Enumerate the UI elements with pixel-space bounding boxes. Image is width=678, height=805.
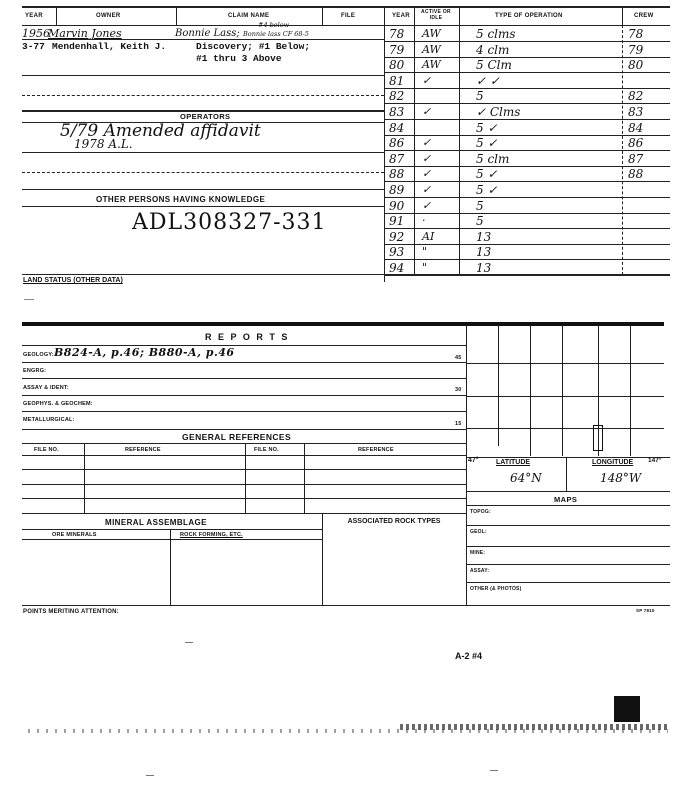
row-rule (22, 513, 466, 514)
activity-operation: 5 (476, 214, 484, 229)
activity-operation: ✓ Clms (476, 105, 521, 119)
maps-assay: ASSAY: (470, 568, 490, 574)
header-active-idle: ACTIVE OR IDLE (421, 9, 451, 21)
activity-crew: 87 (628, 151, 644, 166)
maps-geol: GEOL: (470, 529, 487, 535)
activity-year: 86 (389, 136, 405, 151)
scan-noise (490, 770, 498, 771)
col-sep (322, 6, 323, 25)
reports-right-border (466, 325, 467, 605)
operators-line-2: 1978 A.L. (74, 137, 133, 151)
header-year-2: YEAR (392, 13, 410, 19)
activity-year: 83 (389, 105, 405, 119)
col-sep (622, 6, 623, 25)
owner-row-1-claim-note2: Bonnie lass CF 68-5 (243, 30, 309, 38)
col-sep (304, 443, 305, 513)
row-rule (22, 411, 466, 412)
activity-operation: 5 ✓ (476, 167, 498, 182)
latitude-label: LATITUDE (496, 459, 531, 466)
grid-v (530, 326, 531, 456)
owner-row-1-claim: Bonnie Lass; (175, 28, 240, 39)
header-claim-name: CLAIM NAME (228, 13, 270, 19)
col-file-no-2: FILE NO. (254, 447, 279, 453)
operators-title: OPERATORS (180, 112, 231, 121)
col-sep (84, 443, 85, 513)
registration-mark (614, 696, 640, 722)
row-rule (22, 362, 466, 363)
activity-col-sep (414, 6, 415, 276)
activity-crew: 88 (628, 167, 644, 182)
associated-rock-types: ASSOCIATED ROCK TYPES (347, 518, 441, 525)
reports-title: R E P O R T S (205, 332, 290, 342)
activity-status: AW (422, 58, 441, 72)
activity-status: AI (422, 229, 435, 243)
points-meriting-attention: POINTS MERITING ATTENTION: (23, 609, 119, 615)
row-rule (466, 525, 670, 526)
assay-ident-label: ASSAY & IDENT: (23, 385, 69, 391)
operators-line-1: 5/79 Amended affidavit (60, 121, 261, 141)
scan-noise (24, 299, 34, 300)
maps-other: OTHER (& PHOTOS) (470, 586, 522, 592)
row-rule (22, 443, 466, 444)
activity-year: 94 (389, 261, 405, 275)
col-sep (176, 6, 177, 25)
grid-v (562, 326, 563, 456)
activity-year: 92 (389, 229, 405, 244)
row-rule (22, 469, 466, 470)
row-rule (466, 564, 670, 565)
activity-year: 81 (389, 73, 405, 88)
activity-status: · (422, 214, 426, 228)
owner-row-1-year: 1956 (22, 27, 50, 40)
owner-row-2-year: 3-77 (22, 41, 45, 52)
col-sep (322, 513, 323, 605)
activity-status: ✓ (422, 105, 432, 118)
form-number: SP 7810 (636, 608, 655, 613)
top-border (22, 6, 670, 8)
activity-year: 79 (389, 42, 405, 57)
activity-status: " (422, 245, 428, 259)
location-marker (593, 425, 603, 451)
row-rule (22, 429, 466, 430)
scan-noise (146, 775, 154, 776)
row-rule (466, 491, 670, 492)
activity-status: ✓ (422, 167, 432, 181)
general-references-title: GENERAL REFERENCES (182, 432, 292, 442)
activity-operation: 13 (476, 261, 492, 275)
activity-year: 91 (389, 214, 405, 229)
row-rule (22, 455, 466, 456)
row-rule (22, 378, 466, 379)
row-rule (22, 498, 466, 499)
activity-year: 87 (389, 151, 405, 166)
row-rule (22, 75, 384, 76)
row-rule (22, 189, 384, 190)
ore-minerals-label: ORE MINERALS (52, 532, 97, 538)
activity-year: 82 (389, 89, 405, 104)
activity-crew: 79 (628, 42, 644, 57)
owner-row-2-owner: Mendenhall, Keith J. (52, 41, 167, 52)
header-type-of-operation: TYPE OF OPERATION (495, 13, 563, 19)
activity-year: 93 (389, 245, 405, 260)
longitude-label: LONGITUDE (592, 459, 634, 466)
col-sep (245, 443, 246, 513)
coords-top-rule (466, 457, 670, 458)
reports-top-bar (22, 322, 664, 326)
activity-operation: 5 clm (476, 151, 510, 166)
grid-h (466, 363, 664, 364)
longitude-value: 148°W (600, 471, 642, 485)
scan-noise (185, 642, 193, 643)
row-rule (22, 95, 384, 96)
owner-row-1-owner: Marvin Jones (48, 27, 122, 40)
activity-status: AW (422, 42, 441, 56)
activity-left-border (384, 6, 385, 282)
scan-noise (400, 724, 668, 730)
geophys-geochem-label: GEOPHYS. & GEOCHEM: (23, 401, 93, 407)
header-year: YEAR (25, 13, 43, 19)
owner-row-3-claim: #1 thru 3 Above (196, 53, 282, 64)
land-status-label: LAND STATUS (OTHER DATA) (23, 277, 123, 284)
activity-status: AW (422, 27, 441, 40)
col-sep (170, 529, 171, 605)
geology-label: GEOLOGY: (23, 352, 54, 358)
grid-v (630, 326, 631, 456)
row-rule (22, 529, 322, 530)
rock-forming-label: ROCK FORMING, ETC. (180, 532, 243, 538)
row-rule (466, 582, 670, 583)
col-file-no-1: FILE NO. (34, 447, 59, 453)
lat-prefix: 47° (468, 457, 479, 464)
activity-year: 89 (389, 183, 405, 197)
row-rule (22, 484, 466, 485)
row-rule (22, 539, 322, 540)
header-bottom-rule (22, 25, 670, 26)
activity-row-rule (384, 275, 670, 276)
col-reference-1: REFERENCE (125, 447, 161, 453)
activity-operation: 5 ✓ (476, 136, 498, 151)
margin-45: 45 (455, 355, 462, 361)
activity-operation: 5 ✓ (476, 120, 498, 135)
knowledge-value: ADL308327-331 (132, 210, 327, 235)
activity-operation: 13 (476, 229, 492, 244)
geology-value: B824-A, p.46; B880-A, p.46 (54, 346, 235, 359)
row-rule (466, 546, 670, 547)
latitude-value: 64°N (510, 471, 542, 485)
row-rule (22, 172, 384, 173)
row-rule (22, 206, 384, 207)
row-rule (22, 152, 384, 153)
maps-topog: TOPOG: (470, 509, 491, 515)
activity-operation: 5 Clm (476, 58, 512, 73)
row-rule (22, 395, 466, 396)
page-code: A-2 #4 (455, 651, 483, 661)
activity-crew: 78 (628, 27, 644, 41)
grid-h (466, 396, 664, 397)
col-reference-2: REFERENCE (358, 447, 394, 453)
activity-status: ✓ (422, 136, 432, 150)
activity-status: ✓ (422, 73, 432, 87)
activity-operation: 5 ✓ (476, 183, 498, 197)
engrg-label: ENGRG: (23, 368, 47, 374)
header-file: FILE (341, 13, 356, 19)
margin-15: 15 (455, 421, 462, 427)
activity-operation: 5 (476, 198, 484, 213)
activity-crew: 82 (628, 89, 644, 104)
knowledge-title: OTHER PERSONS HAVING KNOWLEDGE (96, 195, 266, 204)
col-sep (459, 6, 460, 25)
activity-year: 80 (389, 58, 405, 73)
activity-operation: 13 (476, 245, 492, 260)
owner-row-2-claim: Discovery; #1 Below; (196, 41, 311, 52)
col-sep (566, 457, 567, 491)
activity-status: ✓ (422, 198, 432, 212)
header-owner: OWNER (96, 13, 121, 19)
header-crew: CREW (634, 13, 654, 19)
long-suffix: 147° (648, 457, 662, 464)
activity-operation: ✓ ✓ (476, 73, 500, 88)
maps-mine: MINE: (470, 550, 486, 556)
activity-crew: 83 (628, 105, 644, 119)
owner-row-1-claim-note: #4 below (258, 21, 290, 29)
bottom-rule (22, 605, 670, 606)
activity-year: 78 (389, 27, 405, 41)
activity-status: ✓ (422, 183, 432, 196)
activity-status: ✓ (422, 151, 432, 165)
activity-year: 90 (389, 198, 405, 213)
activity-operation: 5 clms (476, 27, 516, 41)
activity-crew: 80 (628, 58, 644, 73)
mineral-assemblage-title: MINERAL ASSEMBLAGE (105, 518, 207, 527)
margin-30: 30 (455, 387, 462, 393)
activity-crew: 86 (628, 136, 644, 151)
row-rule (466, 505, 670, 506)
grid-h (466, 428, 664, 429)
activity-year: 84 (389, 120, 405, 135)
col-sep (56, 6, 57, 25)
activity-year: 88 (389, 167, 405, 182)
activity-crew: 84 (628, 120, 644, 135)
row-rule (22, 39, 384, 40)
activity-status: " (422, 261, 428, 274)
activity-operation: 5 (476, 89, 484, 104)
activity-operation: 4 clm (476, 42, 510, 57)
maps-title: MAPS (554, 495, 578, 504)
metallurgical-label: METALLURGICAL: (23, 417, 75, 423)
